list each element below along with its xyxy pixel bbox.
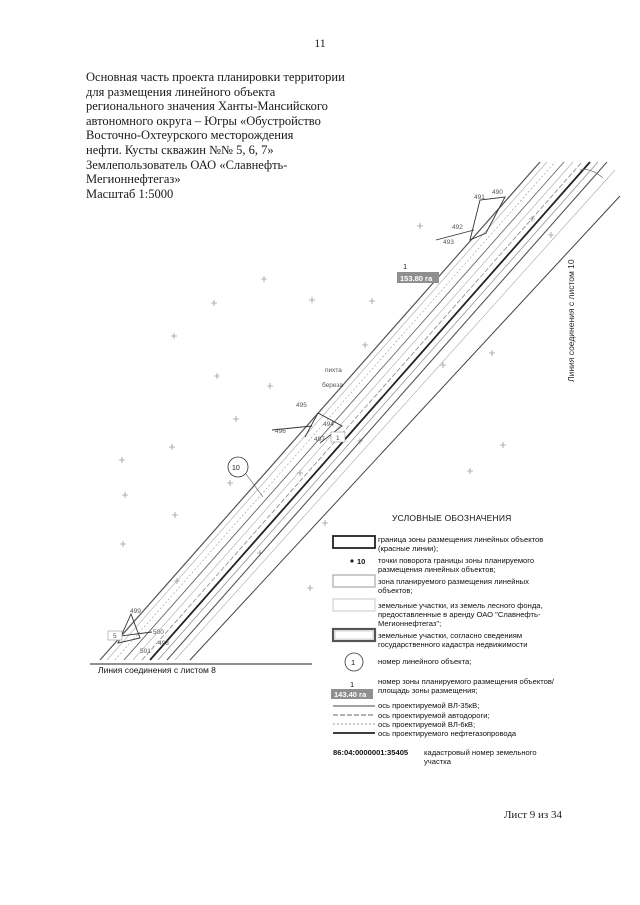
point-label: 490	[492, 189, 503, 196]
legend-zone-sample-number: 1	[350, 680, 355, 689]
object-number: 10	[232, 465, 240, 472]
legend-item: номер зоны планируемого размещения объектов/площадь зоны размещения;	[378, 677, 555, 695]
header-line: Землепользователь ОАО «Славнефть-	[86, 157, 288, 172]
zone-label	[397, 262, 439, 283]
zone-area: 153.80 га	[400, 274, 433, 283]
header-line: автономного округа – Югры «Обустройство	[86, 113, 321, 128]
pad-top	[436, 197, 505, 240]
point-label: 499	[130, 608, 141, 615]
forest-species: пихта	[325, 367, 342, 374]
connection-label-right: Линия соединения с листом 10	[566, 259, 576, 382]
header-line: для размещения линейного объекта	[86, 84, 276, 99]
legend-symbol-forest-lease	[333, 599, 375, 611]
legend-item: зона планируемого размещения линейных объектов;	[378, 577, 529, 595]
header-line: Восточно-Охтеурского месторождения	[86, 128, 294, 143]
legend-item: земельные участки, согласно сведениям государственного кадастра недвижимости	[378, 631, 528, 649]
connection-label-bottom: Линия соединения с листом 8	[98, 665, 216, 675]
point-label: 493	[443, 239, 454, 246]
point-label: 496	[275, 428, 286, 435]
legend-item: ось проектируемой автодороги;	[378, 711, 490, 720]
zone-number: 1	[403, 262, 408, 271]
point-label: 501	[140, 648, 151, 655]
legend-item: граница зоны размещения линейных объектов (красные линии);	[378, 535, 544, 553]
legend-item: ось проектируемого нефтегазопровода	[378, 729, 517, 738]
legend-circle-sample: 1	[351, 658, 356, 667]
legend-zone-sample-area: 143.40 га	[334, 690, 367, 699]
legend-cadastral-label: кадастровый номер земельного участка	[424, 748, 537, 766]
legend-symbol-point	[350, 559, 353, 562]
header-line: нефти. Кусты скважин №№ 5, 6, 7»	[86, 142, 274, 157]
legend-item: ось проектируемой ВЛ-35кВ;	[378, 701, 480, 710]
legend-cadastral-number: 86:04:0000001:35405	[333, 748, 409, 757]
legend-item: точки поворота границы зоны планируемого размещения линейных объектов;	[378, 556, 535, 574]
mid-zone-number: 1	[336, 435, 340, 442]
sheet-number: Лист 9 из 34	[503, 809, 562, 821]
legend-item: номер линейного объекта;	[378, 657, 472, 666]
bottom-zone-number: 5	[113, 633, 117, 640]
page-number: 11	[314, 36, 326, 50]
forest-species: береза	[322, 382, 343, 389]
header-line: Мегионнефтегаз»	[86, 172, 181, 187]
point-label: 491	[474, 194, 485, 201]
legend-point-sample: 10	[357, 557, 366, 566]
point-label: 497	[314, 436, 325, 443]
point-label: 495	[296, 402, 307, 409]
header-line: Масштаб 1:5000	[86, 186, 174, 201]
legend-symbols	[331, 536, 375, 733]
legend-item: земельные участки, из земель лесного фонда, предоставленные в аренду ОАО "Славнефть-Мегионнефтегаз";	[378, 601, 543, 628]
point-label: 492	[452, 224, 463, 231]
legend-symbol-zone	[333, 575, 375, 587]
header-line: регионального значения Ханты-Мансийского	[86, 99, 328, 114]
point-label: 498	[158, 640, 169, 647]
legend-title: УСЛОВНЫЕ ОБОЗНАЧЕНИЯ	[392, 513, 512, 523]
point-label: 494	[323, 421, 334, 428]
header-line: Основная часть проекта планировки территории	[86, 70, 345, 84]
legend-item: ось проектируемой ВЛ-6кВ;	[378, 720, 476, 729]
point-label: 500	[153, 629, 164, 636]
legend-symbol-boundary	[333, 536, 375, 548]
